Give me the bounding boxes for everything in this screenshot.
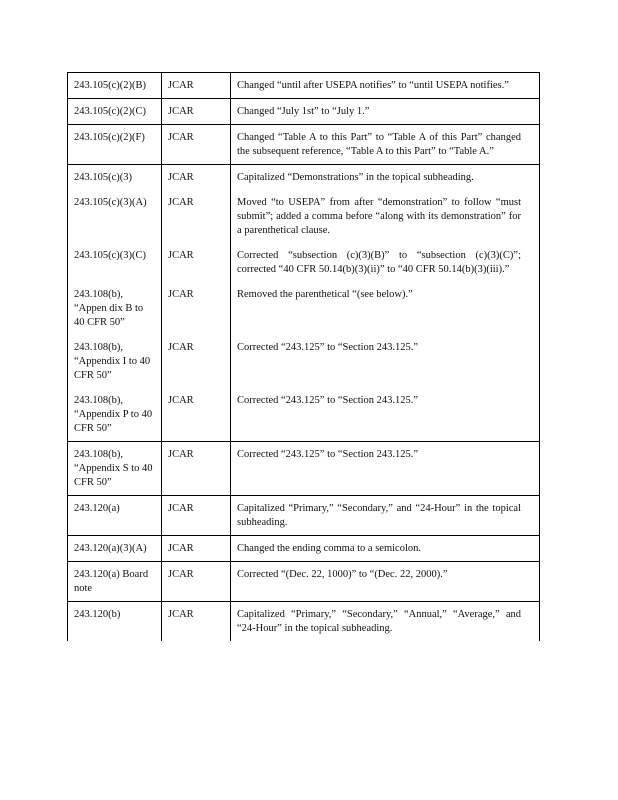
table-row (68, 562, 540, 602)
table-row (68, 335, 540, 388)
source-cell: JCAR (162, 602, 231, 642)
description-cell: Corrected “subsection (c)(3)(B)” to “subsection (c)(3)(C)”; corrected “40 CFR 50.14(b)(3)(ii)” to “40 CFR 50.14(b)(3)(iii).” (231, 243, 540, 282)
description-cell: Changed the ending comma to a semicolon. (231, 536, 540, 562)
table-row (68, 165, 540, 191)
description-cell: Moved “to USEPA” from after “demonstration” to follow “must submit”; added a comma before “along with its demonstration” for a parenthetical clause. (231, 190, 540, 243)
section-cell: 243.105(c)(3) (68, 165, 162, 191)
table-row (68, 536, 540, 562)
section-cell: 243.108(b), “Appendix I to 40 CFR 50” (68, 335, 162, 388)
section-cell: 243.105(c)(3)(A) (68, 190, 162, 243)
section-cell: 243.120(a)(3)(A) (68, 536, 162, 562)
section-cell: 243.108(b), “Appendix P to 40 CFR 50” (68, 388, 162, 442)
description-cell: Capitalized “Demonstrations” in the topical subheading. (231, 165, 540, 191)
description-cell: Corrected “243.125” to “Section 243.125.” (231, 388, 540, 442)
source-cell: JCAR (162, 496, 231, 536)
source-cell: JCAR (162, 335, 231, 388)
source-cell: JCAR (162, 442, 231, 496)
section-cell: 243.120(b) (68, 602, 162, 642)
section-cell: 243.120(a) (68, 496, 162, 536)
table-row (68, 602, 540, 642)
table-row (68, 496, 540, 536)
description-cell: Corrected “243.125” to “Section 243.125.” (231, 442, 540, 496)
section-cell: 243.105(c)(2)(F) (68, 125, 162, 165)
section-cell: 243.105(c)(2)(C) (68, 99, 162, 125)
table-row (68, 282, 540, 335)
source-cell: JCAR (162, 165, 231, 191)
source-cell: JCAR (162, 243, 231, 282)
section-cell: 243.120(a) Board note (68, 562, 162, 602)
amendments-table (67, 72, 540, 641)
table-row (68, 73, 540, 99)
source-cell: JCAR (162, 536, 231, 562)
source-cell: JCAR (162, 388, 231, 442)
description-cell: Changed “Table A to this Part” to “Table A of this Part” changed the subsequent reference, “Table A to this Part” to “Table A.” (231, 125, 540, 165)
description-cell: Capitalized “Primary,” “Secondary,” “Annual,” “Average,” and “24-Hour” in the topical subheading. (231, 602, 540, 642)
description-cell: Corrected “243.125” to “Section 243.125.” (231, 335, 540, 388)
table-row (68, 125, 540, 165)
table-row (68, 190, 540, 243)
table-row (68, 388, 540, 442)
section-cell: 243.108(b), “Appen dix B to 40 CFR 50” (68, 282, 162, 335)
source-cell: JCAR (162, 562, 231, 602)
section-cell: 243.108(b), “Appendix S to 40 CFR 50” (68, 442, 162, 496)
table-row (68, 243, 540, 282)
section-cell: 243.105(c)(3)(C) (68, 243, 162, 282)
section-cell: 243.105(c)(2)(B) (68, 73, 162, 99)
description-cell: Capitalized “Primary,” “Secondary,” and “24-Hour” in the topical subheading. (231, 496, 540, 536)
description-cell: Corrected “(Dec. 22, 1000)” to “(Dec. 22, 2000).” (231, 562, 540, 602)
source-cell: JCAR (162, 99, 231, 125)
table-row (68, 99, 540, 125)
source-cell: JCAR (162, 190, 231, 243)
description-cell: Changed “July 1st” to “July 1.” (231, 99, 540, 125)
description-cell: Changed “until after USEPA notifies” to “until USEPA notifies.” (231, 73, 540, 99)
table-row (68, 442, 540, 496)
source-cell: JCAR (162, 125, 231, 165)
source-cell: JCAR (162, 73, 231, 99)
description-cell: Removed the parenthetical “(see below).” (231, 282, 540, 335)
source-cell: JCAR (162, 282, 231, 335)
